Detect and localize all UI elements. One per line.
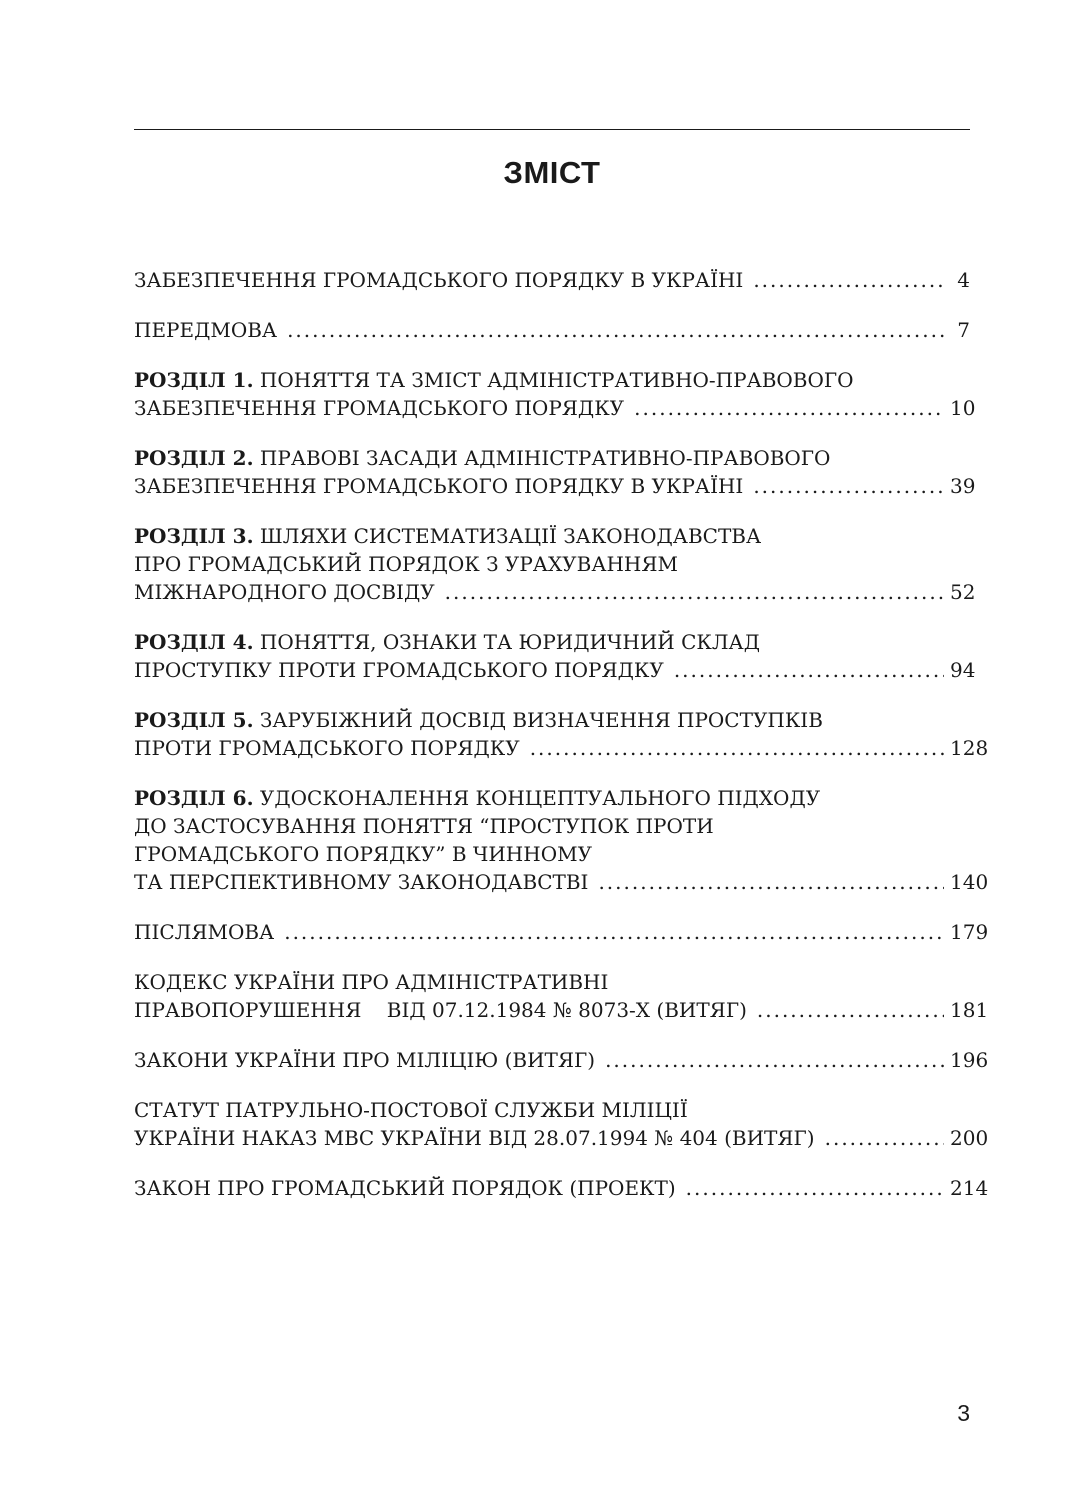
toc-page-number: 94 <box>950 658 976 682</box>
toc-page-number: 128 <box>950 736 989 760</box>
dot-leader <box>634 394 944 422</box>
toc-entry[interactable] <box>134 522 976 606</box>
toc-page-number: 39 <box>950 474 976 498</box>
toc-line <box>134 266 970 294</box>
toc-line-text <box>134 524 761 548</box>
dot-leader <box>753 266 944 294</box>
toc-title-text: ЗАКОНИ УКРАЇНИ ПРО МІЛІЦІЮ (ВИТЯГ) <box>134 1048 596 1072</box>
toc-title-text: ПРАВОПОРУШЕННЯ ВІД 07.12.1984 № 8073-Х (ВИТЯГ) <box>134 998 747 1022</box>
toc-line-text <box>134 1174 676 1202</box>
toc-page-number: 140 <box>950 870 989 894</box>
toc-title-text: ПРАВОВІ ЗАСАДИ АДМІНІСТРАТИВНО-ПРАВОВОГО <box>253 446 831 470</box>
toc-line <box>134 472 976 500</box>
toc-title-text: ПОНЯТТЯ ТА ЗМІСТ АДМІНІСТРАТИВНО-ПРАВОВОГО <box>253 368 854 392</box>
dot-leader <box>284 918 944 946</box>
toc-line-text <box>134 1124 815 1152</box>
toc-entry[interactable] <box>134 918 989 946</box>
toc-page-number: 181 <box>950 998 989 1022</box>
toc-line-text <box>134 970 608 994</box>
toc-line-text <box>134 1098 688 1122</box>
toc-line-text <box>134 708 823 732</box>
dot-leader <box>686 1174 944 1202</box>
toc-title-text: МІЖНАРОДНОГО ДОСВІДУ <box>134 580 435 604</box>
toc-line-text <box>134 316 277 344</box>
toc-line-text <box>134 734 520 762</box>
dot-leader <box>605 1046 944 1074</box>
toc-line <box>134 1124 989 1152</box>
toc-entry[interactable] <box>134 1046 989 1074</box>
toc-line-text <box>134 552 678 576</box>
top-rule <box>134 129 970 130</box>
toc-line <box>134 550 970 578</box>
toc-line-text <box>134 814 714 838</box>
dot-leader <box>825 1124 944 1152</box>
toc-line <box>134 784 970 812</box>
toc-title-text: ЗАКОН ПРО ГРОМАДСЬКИЙ ПОРЯДОК (ПРОЕКТ) <box>134 1176 676 1200</box>
toc-line <box>134 996 989 1024</box>
toc-line-text <box>134 786 820 810</box>
toc-title-text: ШЛЯХИ СИСТЕМАТИЗАЦІЇ ЗАКОНОДАВСТВА <box>253 524 762 548</box>
toc-line <box>134 444 970 472</box>
toc-line-text <box>134 1046 595 1074</box>
toc-line <box>134 656 976 684</box>
toc-line <box>134 918 989 946</box>
toc-line-text <box>134 368 854 392</box>
toc-line <box>134 968 970 996</box>
dot-leader <box>530 734 944 762</box>
toc-entry[interactable] <box>134 444 976 500</box>
toc-entry[interactable] <box>134 628 976 684</box>
toc-title-text: ДО ЗАСТОСУВАННЯ ПОНЯТТЯ “ПРОСТУПОК ПРОТИ <box>134 814 714 838</box>
toc-title-text: УКРАЇНИ НАКАЗ МВС УКРАЇНИ ВІД 28.07.1994 № 404 (ВИТЯГ) <box>134 1126 815 1150</box>
toc-line <box>134 734 989 762</box>
toc-line-text <box>134 842 592 866</box>
toc-section-label: РОЗДІЛ 2. <box>134 446 254 470</box>
toc-line-text <box>134 996 747 1024</box>
toc-title-text: ГРОМАДСЬКОГО ПОРЯДКУ” В ЧИННОМУ <box>134 842 593 866</box>
toc-page-number: 200 <box>950 1126 989 1150</box>
toc-title-text: ЗАРУБІЖНИЙ ДОСВІД ВИЗНАЧЕННЯ ПРОСТУПКІВ <box>253 708 823 732</box>
toc-title-text: ПОНЯТТЯ, ОЗНАКИ ТА ЮРИДИЧНИЙ СКЛАД <box>253 630 760 654</box>
toc-section-label: РОЗДІЛ 5. <box>134 708 254 732</box>
toc-line <box>134 394 976 422</box>
toc-title-text: ПІСЛЯМОВА <box>134 920 275 944</box>
dot-leader <box>674 656 944 684</box>
toc-title-text: ЗАБЕЗПЕЧЕННЯ ГРОМАДСЬКОГО ПОРЯДКУ В УКРАЇНІ <box>134 268 744 292</box>
toc-entry[interactable] <box>134 706 989 762</box>
toc-line <box>134 1174 989 1202</box>
toc-page-number: 4 <box>957 268 970 292</box>
toc-page-number: 196 <box>950 1048 989 1072</box>
toc-page-number: 179 <box>950 920 989 944</box>
toc-line <box>134 316 970 344</box>
toc-section-label: РОЗДІЛ 6. <box>134 786 254 810</box>
toc-entry[interactable] <box>134 316 970 344</box>
toc-entry[interactable] <box>134 1174 989 1202</box>
toc-entry[interactable] <box>134 968 989 1024</box>
toc-entry[interactable] <box>134 266 970 294</box>
toc-line <box>134 868 989 896</box>
toc-line <box>134 366 970 394</box>
toc-title-text: ЗАБЕЗПЕЧЕННЯ ГРОМАДСЬКОГО ПОРЯДКУ <box>134 396 625 420</box>
toc-line <box>134 706 970 734</box>
toc-title-text: СТАТУТ ПАТРУЛЬНО-ПОСТОВОЇ СЛУЖБИ МІЛІЦІЇ <box>134 1098 688 1122</box>
toc-title-text: ЗАБЕЗПЕЧЕННЯ ГРОМАДСЬКОГО ПОРЯДКУ В УКРАЇНІ <box>134 474 744 498</box>
toc-title-text: УДОСКОНАЛЕННЯ КОНЦЕПТУАЛЬНОГО ПІДХОДУ <box>253 786 821 810</box>
dot-leader <box>753 472 944 500</box>
toc-line-text <box>134 446 830 470</box>
toc-line-text <box>134 918 274 946</box>
toc-entry[interactable] <box>134 1096 989 1152</box>
page-title: ЗМІСТ <box>503 155 601 190</box>
toc-section-label: РОЗДІЛ 4. <box>134 630 254 654</box>
toc-line <box>134 578 976 606</box>
dot-leader <box>287 316 944 344</box>
toc-entry[interactable] <box>134 784 989 896</box>
toc-line <box>134 522 970 550</box>
toc-line-text <box>134 394 624 422</box>
toc-page-number: 10 <box>950 396 976 420</box>
toc-title-text: ПРО ГРОМАДСЬКИЙ ПОРЯДОК З УРАХУВАННЯМ <box>134 552 678 576</box>
toc-title-text: ПРОТИ ГРОМАДСЬКОГО ПОРЯДКУ <box>134 736 520 760</box>
dot-leader <box>598 868 944 896</box>
toc-line <box>134 812 970 840</box>
page-number: 3 <box>957 1400 970 1426</box>
toc-line <box>134 840 970 868</box>
toc-line-text <box>134 472 743 500</box>
dot-leader <box>757 996 944 1024</box>
toc-line-text <box>134 578 435 606</box>
toc-entry[interactable] <box>134 366 976 422</box>
toc-title-text: ПРОСТУПКУ ПРОТИ ГРОМАДСЬКОГО ПОРЯДКУ <box>134 658 664 682</box>
toc-line <box>134 1096 970 1124</box>
toc-line <box>134 1046 989 1074</box>
toc-title-text: ТА ПЕРСПЕКТИВНОМУ ЗАКОНОДАВСТВІ <box>134 870 589 894</box>
toc-line <box>134 628 970 656</box>
toc-page-number: 7 <box>957 318 970 342</box>
toc-title-text: КОДЕКС УКРАЇНИ ПРО АДМІНІСТРАТИВНІ <box>134 970 609 994</box>
dot-leader <box>445 578 944 606</box>
toc-line-text <box>134 630 760 654</box>
toc-title-text: ПЕРЕДМОВА <box>134 318 278 342</box>
table-of-contents <box>134 266 989 1224</box>
toc-page-number: 52 <box>950 580 976 604</box>
toc-section-label: РОЗДІЛ 3. <box>134 524 254 548</box>
toc-line-text <box>134 656 664 684</box>
toc-line-text <box>134 868 588 896</box>
toc-line-text <box>134 266 743 294</box>
toc-page-number: 214 <box>950 1176 989 1200</box>
toc-section-label: РОЗДІЛ 1. <box>134 368 254 392</box>
